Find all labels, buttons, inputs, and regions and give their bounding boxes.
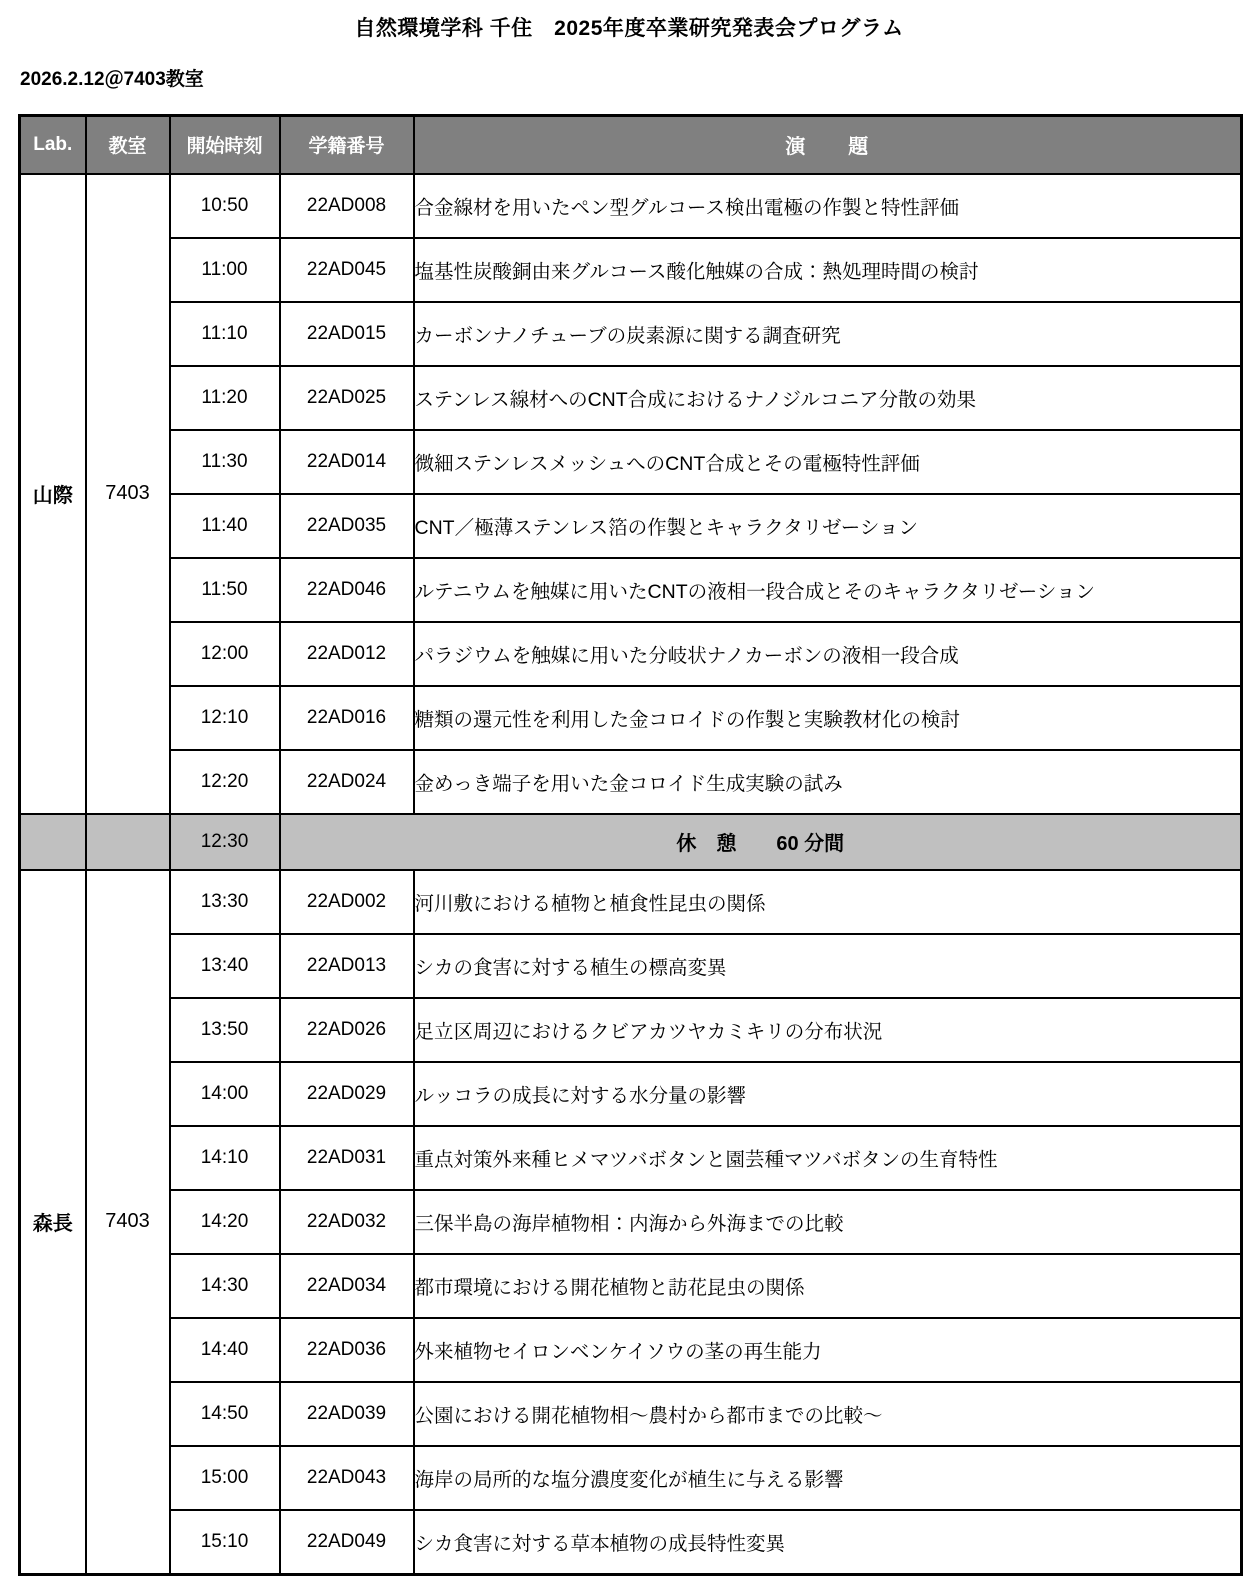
column-header-id: 学籍番号 bbox=[280, 115, 414, 174]
table-header-row bbox=[20, 115, 1242, 174]
presentation-title-cell: 公園における開花植物相〜農村から都市までの比較〜 bbox=[414, 1382, 1242, 1446]
start-time-cell: 11:30 bbox=[170, 430, 280, 494]
student-id-cell: 22AD024 bbox=[280, 750, 414, 814]
student-id-cell: 22AD046 bbox=[280, 558, 414, 622]
presentation-title-cell: パラジウムを触媒に用いた分岐状ナノカーボンの液相一段合成 bbox=[414, 622, 1242, 686]
presentation-title-cell: CNT／極薄ステンレス箔の作製とキャラクタリゼーション bbox=[414, 494, 1242, 558]
student-id-cell: 22AD002 bbox=[280, 870, 414, 934]
table-row bbox=[20, 1062, 1242, 1126]
start-time-cell: 14:20 bbox=[170, 1190, 280, 1254]
column-header-room: 教室 bbox=[86, 115, 170, 174]
table-row bbox=[20, 1318, 1242, 1382]
presentation-title-cell: ルッコラの成長に対する水分量の影響 bbox=[414, 1062, 1242, 1126]
table-row bbox=[20, 1510, 1242, 1575]
start-time-cell: 13:40 bbox=[170, 934, 280, 998]
start-time-cell: 14:30 bbox=[170, 1254, 280, 1318]
start-time-cell: 10:50 bbox=[170, 174, 280, 238]
table-row bbox=[20, 934, 1242, 998]
student-id-cell: 22AD032 bbox=[280, 1190, 414, 1254]
student-id-cell: 22AD043 bbox=[280, 1446, 414, 1510]
table-body bbox=[20, 174, 1242, 1575]
student-id-cell: 22AD031 bbox=[280, 1126, 414, 1190]
student-id-cell: 22AD045 bbox=[280, 238, 414, 302]
start-time-cell: 11:10 bbox=[170, 302, 280, 366]
table-row bbox=[20, 366, 1242, 430]
student-id-cell: 22AD049 bbox=[280, 1510, 414, 1575]
program-table bbox=[18, 114, 1243, 1576]
student-id-cell: 22AD008 bbox=[280, 174, 414, 238]
table-row bbox=[20, 1126, 1242, 1190]
lab-name-cell: 山際 bbox=[20, 174, 86, 814]
start-time-cell: 14:00 bbox=[170, 1062, 280, 1126]
presentation-title-cell: ステンレス線材へのCNT合成におけるナノジルコニア分散の効果 bbox=[414, 366, 1242, 430]
break-lab-cell bbox=[20, 814, 86, 870]
start-time-cell: 12:20 bbox=[170, 750, 280, 814]
page-title: 自然環境学科 千住 2025年度卒業研究発表会プログラム bbox=[354, 17, 904, 40]
student-id-cell: 22AD026 bbox=[280, 998, 414, 1062]
column-header-lab: Lab. bbox=[20, 115, 86, 174]
start-time-cell: 14:50 bbox=[170, 1382, 280, 1446]
student-id-cell: 22AD036 bbox=[280, 1318, 414, 1382]
student-id-cell: 22AD029 bbox=[280, 1062, 414, 1126]
start-time-cell: 11:00 bbox=[170, 238, 280, 302]
table-row bbox=[20, 1446, 1242, 1510]
table-row bbox=[20, 174, 1242, 238]
table-row bbox=[20, 1254, 1242, 1318]
table-row bbox=[20, 1190, 1242, 1254]
presentation-title-cell: 合金線材を用いたペン型グルコース検出電極の作製と特性評価 bbox=[414, 174, 1242, 238]
program-table-wrap bbox=[0, 92, 1258, 1576]
presentation-title-cell: 糖類の還元性を利用した金コロイドの作製と実験教材化の検討 bbox=[414, 686, 1242, 750]
table-row bbox=[20, 302, 1242, 366]
presentation-title-cell: 重点対策外来種ヒメマツバボタンと園芸種マツバボタンの生育特性 bbox=[414, 1126, 1242, 1190]
table-row bbox=[20, 686, 1242, 750]
table-row bbox=[20, 558, 1242, 622]
room-number-cell: 7403 bbox=[86, 174, 170, 814]
presentation-title-cell: 海岸の局所的な塩分濃度変化が植生に与える影響 bbox=[414, 1446, 1242, 1510]
room-number-cell: 7403 bbox=[86, 870, 170, 1575]
presentation-title-cell: ルテニウムを触媒に用いたCNTの液相一段合成とそのキャラクタリゼーション bbox=[414, 558, 1242, 622]
start-time-cell: 13:50 bbox=[170, 998, 280, 1062]
start-time-cell: 14:40 bbox=[170, 1318, 280, 1382]
start-time-cell: 14:10 bbox=[170, 1126, 280, 1190]
table-row bbox=[20, 238, 1242, 302]
table-header bbox=[20, 115, 1242, 174]
page-subtitle-date-room: 2026.2.12＠7403教室 bbox=[20, 69, 204, 91]
student-id-cell: 22AD025 bbox=[280, 366, 414, 430]
presentation-title-cell: 三保半島の海岸植物相：内海から外海までの比較 bbox=[414, 1190, 1242, 1254]
break-time-cell: 12:30 bbox=[170, 814, 280, 870]
presentation-title-cell: 足立区周辺におけるクビアカツヤカミキリの分布状況 bbox=[414, 998, 1242, 1062]
student-id-cell: 22AD016 bbox=[280, 686, 414, 750]
table-row bbox=[20, 870, 1242, 934]
table-row bbox=[20, 750, 1242, 814]
start-time-cell: 15:10 bbox=[170, 1510, 280, 1575]
presentation-title-cell: 微細ステンレスメッシュへのCNT合成とその電極特性評価 bbox=[414, 430, 1242, 494]
presentation-title-cell: シカ食害に対する草本植物の成長特性変異 bbox=[414, 1510, 1242, 1575]
student-id-cell: 22AD015 bbox=[280, 302, 414, 366]
student-id-cell: 22AD012 bbox=[280, 622, 414, 686]
break-label-cell: 休 憩 60 分間 bbox=[280, 814, 1242, 870]
student-id-cell: 22AD039 bbox=[280, 1382, 414, 1446]
break-room-cell bbox=[86, 814, 170, 870]
presentation-title-cell: 都市環境における開花植物と訪花昆虫の関係 bbox=[414, 1254, 1242, 1318]
column-header-title: 演 題 bbox=[414, 115, 1242, 174]
start-time-cell: 11:40 bbox=[170, 494, 280, 558]
start-time-cell: 11:50 bbox=[170, 558, 280, 622]
presentation-title-cell: 金めっき端子を用いた金コロイド生成実験の試み bbox=[414, 750, 1242, 814]
student-id-cell: 22AD034 bbox=[280, 1254, 414, 1318]
table-row bbox=[20, 1382, 1242, 1446]
start-time-cell: 13:30 bbox=[170, 870, 280, 934]
table-row bbox=[20, 998, 1242, 1062]
student-id-cell: 22AD013 bbox=[280, 934, 414, 998]
presentation-title-cell: 塩基性炭酸銅由来グルコース酸化触媒の合成：熱処理時間の検討 bbox=[414, 238, 1242, 302]
break-row bbox=[20, 814, 1242, 870]
presentation-title-cell: 外来植物セイロンベンケイソウの茎の再生能力 bbox=[414, 1318, 1242, 1382]
presentation-title-cell: シカの食害に対する植生の標高変異 bbox=[414, 934, 1242, 998]
student-id-cell: 22AD014 bbox=[280, 430, 414, 494]
lab-name-cell: 森長 bbox=[20, 870, 86, 1575]
start-time-cell: 12:10 bbox=[170, 686, 280, 750]
column-header-time: 開始時刻 bbox=[170, 115, 280, 174]
start-time-cell: 15:00 bbox=[170, 1446, 280, 1510]
start-time-cell: 11:20 bbox=[170, 366, 280, 430]
presentation-title-cell: カーボンナノチューブの炭素源に関する調査研究 bbox=[414, 302, 1242, 366]
table-row bbox=[20, 430, 1242, 494]
table-row bbox=[20, 622, 1242, 686]
table-row bbox=[20, 494, 1242, 558]
start-time-cell: 12:00 bbox=[170, 622, 280, 686]
student-id-cell: 22AD035 bbox=[280, 494, 414, 558]
presentation-title-cell: 河川敷における植物と植食性昆虫の関係 bbox=[414, 870, 1242, 934]
